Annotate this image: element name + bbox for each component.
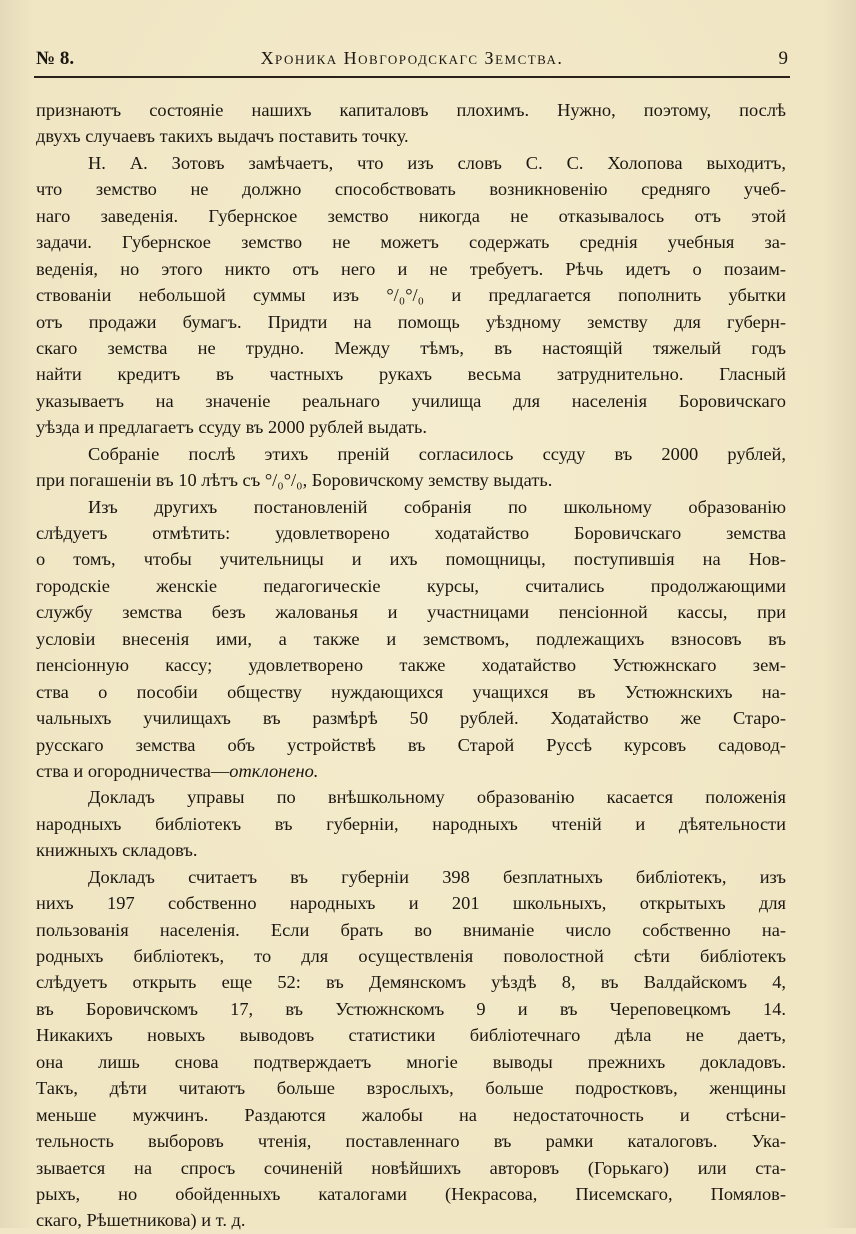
paragraph <box>36 784 786 863</box>
text-line <box>36 758 786 784</box>
header-rule <box>34 76 790 78</box>
running-header <box>36 46 788 76</box>
text-line: Никакихъ новыхъ выводовъ статистики библiотечнаго дѣла не даетъ, <box>36 1025 786 1046</box>
text-line: она лишь снова подтверждаетъ многiе выводы прежнихъ докладовъ. <box>36 1051 786 1072</box>
text-line: службу земства безъ жалованья и участницами пенсiонной кассы, при <box>36 602 786 623</box>
text-line: найти кредитъ въ частныхъ рукахъ весьма затруднительно. Гласный <box>36 364 786 385</box>
issue-number: № 8. <box>36 48 75 69</box>
text-line: указываетъ на значенiе реальнаго училища для населенiя Боровичскаго <box>36 390 786 411</box>
text-line: что земство не должно способствовать возникновенiю средняго учеб- <box>36 179 786 200</box>
text-line: наго заведенiя. Губернское земство никогда не отказывалось отъ этой <box>36 205 786 226</box>
text-line: городскiе женскiе педагогическiе курсы, считались продолжающими <box>36 575 786 596</box>
closing-italic-text: отклонено. <box>229 760 319 781</box>
text-line: зывается на спросъ сочиненiй новѣйшихъ авторовъ (Горькаго) или ста- <box>36 1157 786 1178</box>
text-line: тельность выборовъ чтенiя, поставленнаго въ рамки каталоговъ. Ука- <box>36 1131 786 1152</box>
text-line: книжныхъ складовъ. <box>36 840 198 861</box>
text-line: ства о пособiи обществу нуждающихся учащихся въ Устюжнскихъ на- <box>36 681 786 702</box>
paragraph <box>36 441 786 494</box>
text-line: въ Боровичскомъ 17, въ Устюжнскомъ 9 и въ Череповецкомъ 14. <box>36 998 786 1019</box>
text-line: Докладъ считаетъ въ губернiи 398 безплатныхъ библiотекъ, изъ <box>88 866 786 887</box>
page-number: 9 <box>778 48 788 69</box>
text-line: слѣдуетъ открыть еще 52: въ Демянскомъ уѣздѣ 8, въ Валдайскомъ 4, <box>36 972 786 993</box>
text-line: Такъ, дѣти читаютъ больше взрослыхъ, больше подростковъ, женщины <box>36 1078 786 1099</box>
text-line: слѣдуетъ отмѣтить: удовлетворено ходатайство Боровичскаго земства <box>36 523 786 543</box>
text-line: признаютъ состоянiе нашихъ капиталовъ плохимъ. Нужно, поэтому, послѣ <box>36 100 786 120</box>
text-line: скаго, Рѣшетникова) и т. д. <box>36 1210 246 1231</box>
text-line: ствованiи небольшой суммы изъ °/₀°/₀ и предлагается пополнить убытки <box>36 285 786 306</box>
text-line: родныхъ библiотекъ, то для осуществленiя поволостной сѣти библiотекъ <box>36 946 786 966</box>
text-line: русскаго земства объ устройствѣ въ Старой Руссѣ курсовъ садовод- <box>36 734 786 755</box>
paragraph <box>36 864 786 1234</box>
text-line: Н. А. Зотовъ замѣчаетъ, что изъ словъ С. С. Холопова выходитъ, <box>88 152 786 173</box>
paragraph <box>36 97 786 150</box>
text-line: чальныхъ училищахъ въ размѣрѣ 50 рублей. Ходатайство же Старо- <box>36 708 786 729</box>
text-line: скаго земства не трудно. Между тѣмъ, въ настоящiй тяжелый годъ <box>36 337 786 358</box>
text-line: отъ продажи бумагъ. Придти на помощь уѣздному земству для губерн- <box>36 311 786 332</box>
text-line: меньше мужчинъ. Раздаются жалобы на недостаточность и стѣсни- <box>36 1104 786 1125</box>
text-line: задачи. Губернское земство не можетъ содержать среднiя учебныя за- <box>36 232 786 253</box>
running-title: Хроника Новгородскагс Земства. <box>260 48 564 68</box>
text-line: Изъ другихъ постановленiй собранiя по школьному образованiю <box>88 496 786 517</box>
text-line: условiи внесенiя ими, а также и земствомъ, подлежащихъ взносовъ въ <box>36 628 786 649</box>
text-line: народныхъ библiотекъ въ губернiи, народныхъ чтенiй и дѣятельности <box>36 813 786 834</box>
text-line: пенсiонную кассу; удовлетворено также ходатайство Устюжнскаго зем- <box>36 655 786 676</box>
paragraph <box>36 150 786 441</box>
paragraph <box>36 494 786 785</box>
text-line: нихъ 197 собственно народныхъ и 201 школьныхъ, открытыхъ для <box>36 893 786 914</box>
text-line: веденiя, но этого никто отъ него и не требуетъ. Рѣчь идетъ о позаим- <box>36 258 786 279</box>
text-line: при погашенiи въ 10 лѣтъ съ °/₀°/₀, Боровичскому земству выдать. <box>36 470 553 491</box>
text-line: рыхъ, но обойденныхъ каталогами (Некрасова, Писемскаго, Помялов- <box>36 1183 786 1204</box>
text-line: о томъ, чтобы учительницы и ихъ помощницы, поступившiя на Нов- <box>36 549 786 570</box>
text-line: уѣзда и предлагаетъ ссуду въ 2000 рублей выдать. <box>36 417 428 438</box>
closing-text: ства и огородничества— <box>36 760 230 781</box>
text-line: пользованiя населенiя. Если брать во вниманiе число собственно на- <box>36 919 786 940</box>
text-line: Собранiе послѣ этихъ пренiй согласилось ссуду въ 2000 рублей, <box>88 443 786 464</box>
text-line: двухъ случаевъ такихъ выдачъ поставить точку. <box>36 126 409 147</box>
text-line: Докладъ управы по внѣшкольному образованiю касается положенiя <box>88 787 786 808</box>
body-text <box>36 97 786 1234</box>
